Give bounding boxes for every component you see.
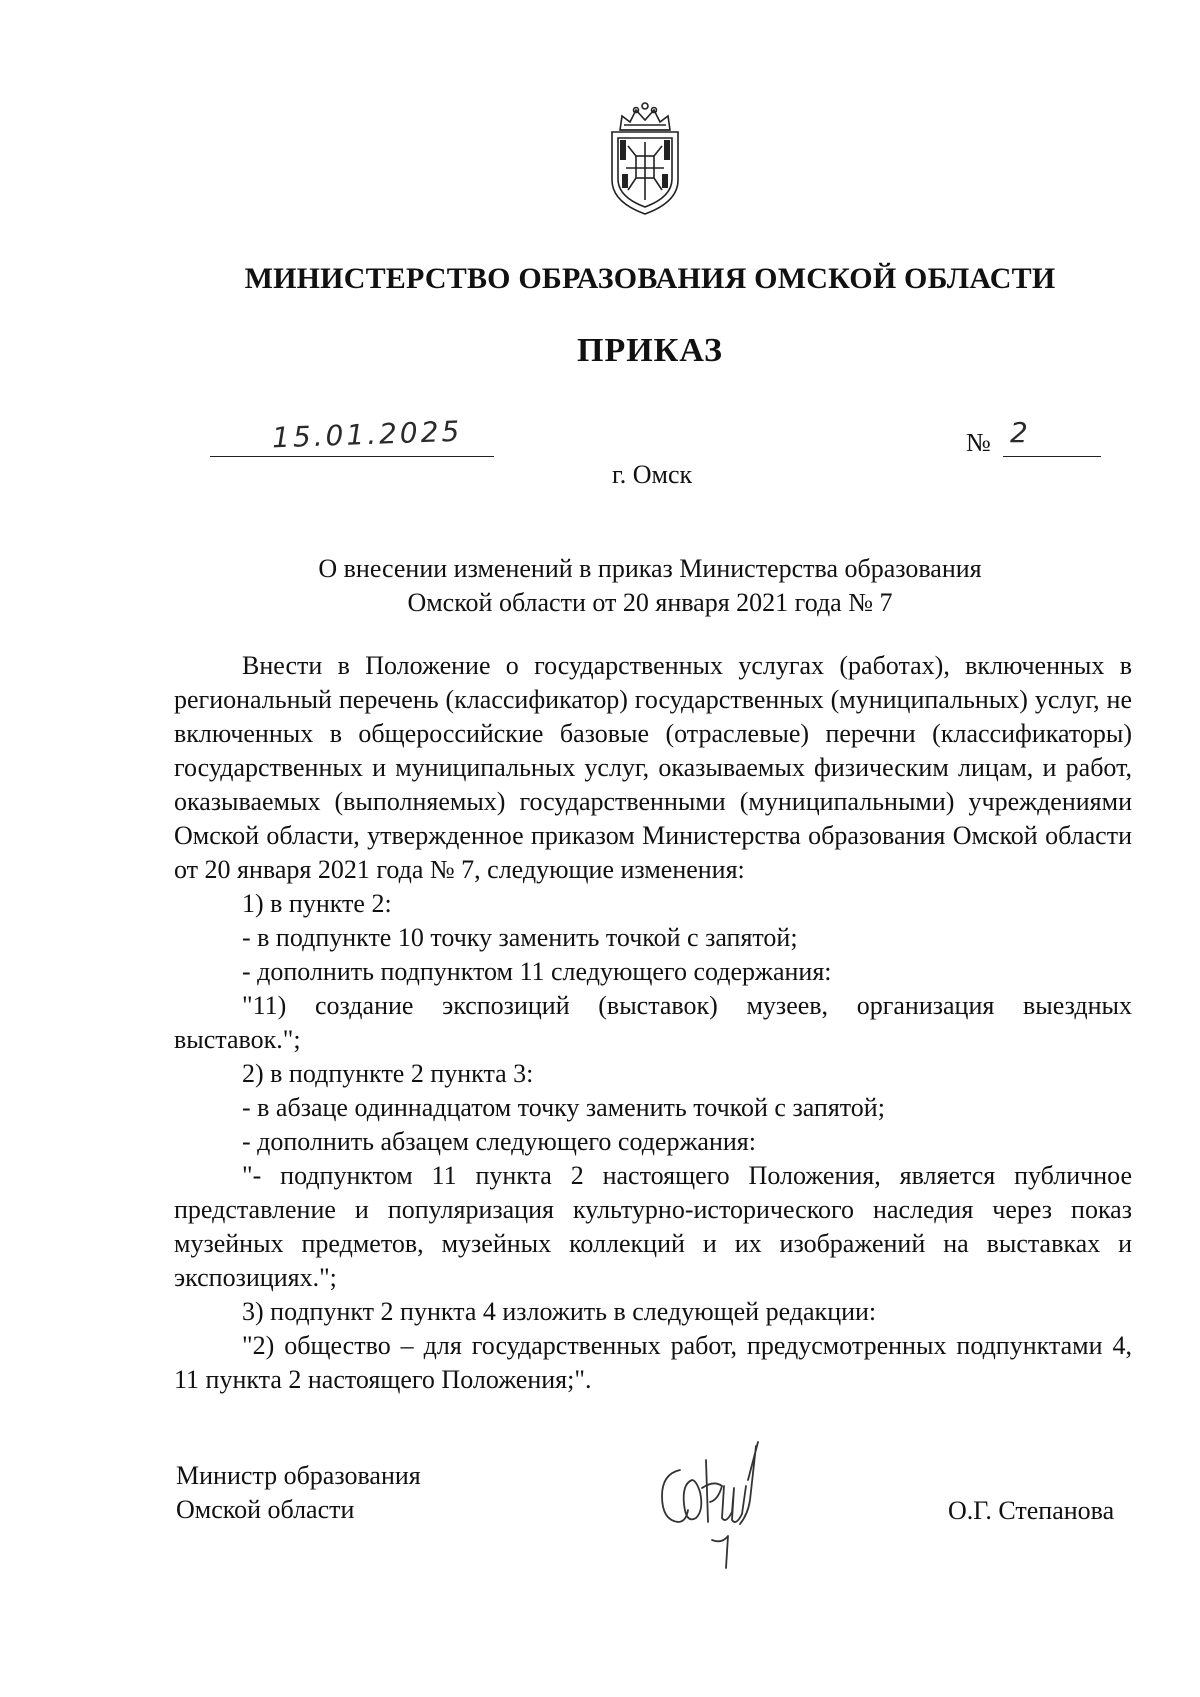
body-paragraph: - дополнить подпунктом 11 следующего содержания:: [242, 957, 832, 986]
signer-name: О.Г. Степанова: [948, 1496, 1115, 1525]
coat-of-arms-icon: [598, 102, 692, 218]
document-date: 15.01.2025: [271, 414, 463, 455]
body-paragraph: - в подпункте 10 точку заменить точкой с запятой;: [242, 923, 798, 952]
subject-line-2: Омской области от 20 января 2021 года № 7: [407, 588, 893, 617]
document-subject: [160, 552, 1140, 620]
body-paragraph: "2) общество – для государственных работ, предусмотренных подпунктами 4, 11 пункта 2 настоящего Положения;".: [174, 1331, 1132, 1394]
body-paragraph: 2) в подпункте 2 пункта 3:: [242, 1059, 534, 1088]
body-paragraph: "- подпунктом 11 пункта 2 настоящего Положения, является публичное представление и популяризация культурно-исторического наследия через показ музейных предметов, музейных коллекций и их изображений на выставках и экспозициях.";: [174, 1161, 1132, 1292]
body-paragraph: 3) подпункт 2 пункта 4 изложить в следующей редакции:: [242, 1297, 877, 1326]
body-paragraph: - в абзаце одиннадцатом точку заменить точкой с запятой;: [242, 1093, 885, 1122]
signer-position-line-2: Омской области: [176, 1495, 355, 1524]
number-label: №: [966, 428, 991, 457]
body-paragraph: "11) создание экспозиций (выставок) музеев, организация выездных выставок.";: [174, 991, 1132, 1054]
body-paragraph: Внести в Положение о государственных услугах (работах), включенных в региональный перечень (классификатор) государственных (муниципальных) услуг, не включенных в общероссийские базовые (отраслевые) перечни (классификаторы) государственных и муниципальных услуг, оказываемых физическим лицам, и работ, оказываемых (выполняемых) государственными (муниципальными) учреждениями Омской области, утвержденное приказом Министерства образования Омской области от 20 января 2021 года № 7, следующие изменения:: [174, 651, 1132, 884]
document-number: 2: [1010, 416, 1028, 449]
subject-line-1: О внесении изменений в приказ Министерства образования: [318, 554, 982, 583]
signer-position: [176, 1459, 421, 1527]
ministry-title: МИНИСТЕРСТВО ОБРАЗОВАНИЯ ОМСКОЙ ОБЛАСТИ: [244, 262, 1056, 295]
document-type-title: ПРИКАЗ: [577, 332, 723, 369]
date-underline: [210, 456, 494, 457]
body-paragraph: 1) в пункте 2:: [242, 889, 392, 918]
signer-position-line-1: Министр образования: [176, 1461, 421, 1490]
handwritten-signature-icon: [652, 1440, 782, 1590]
body-paragraph: - дополнить абзацем следующего содержания:: [242, 1127, 756, 1156]
document-city: г. Омск: [612, 460, 693, 489]
number-underline: [1003, 456, 1101, 457]
document-body: [174, 649, 1132, 1397]
